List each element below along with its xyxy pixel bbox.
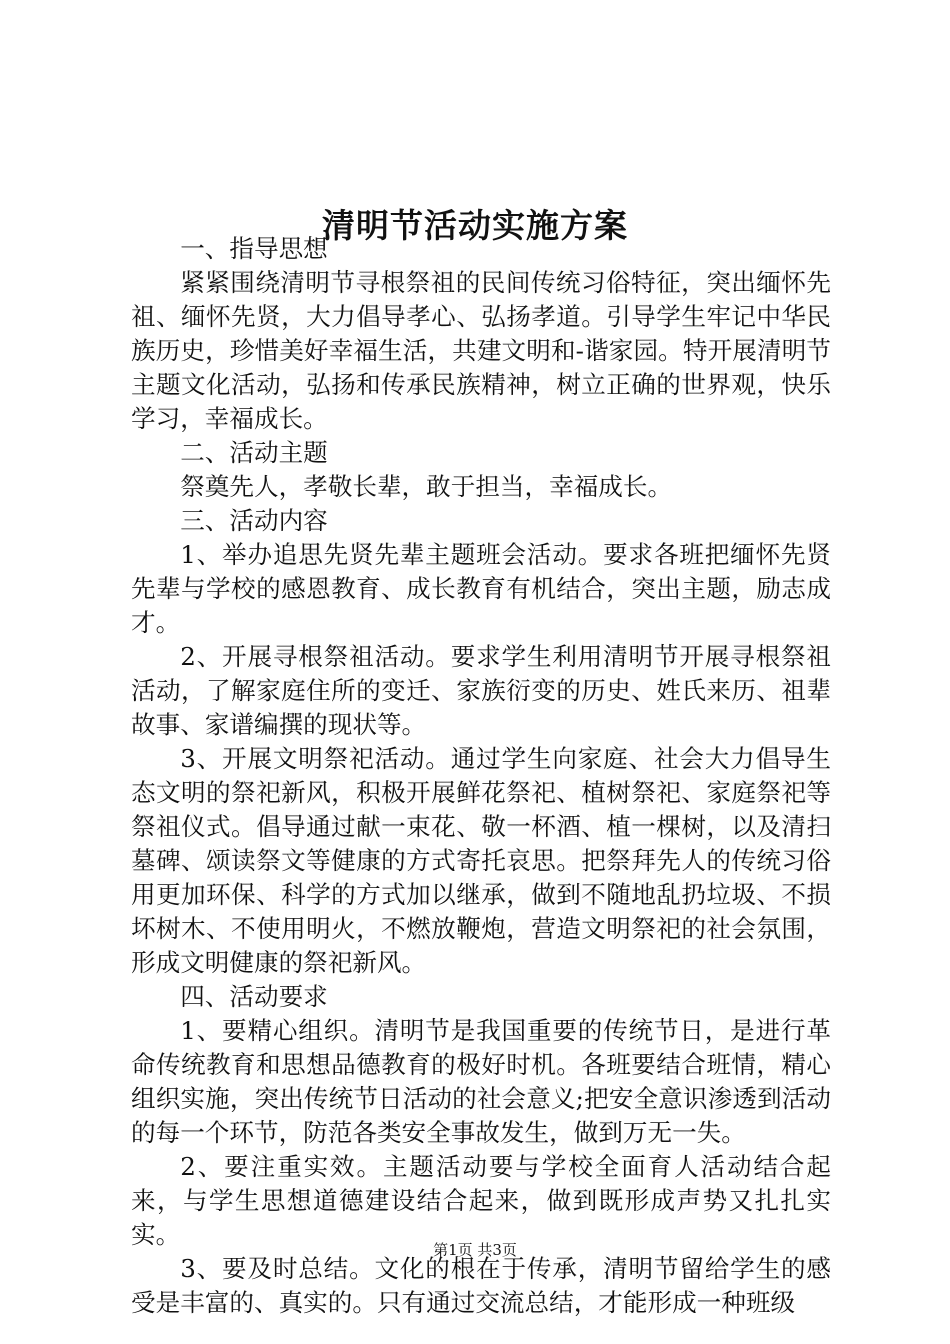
heading-activity-content: 三、活动内容 bbox=[180, 506, 328, 535]
paragraph-content-item-3: 3、开展文明祭祀活动。通过学生向家庭、社会大力倡导生态文明的祭祀新风，积极开展鲜花祭祀、植树祭祀、家庭祭祀等祭祖仪式。倡导通过献一束花、敬一杯酒、植一棵树，以及清扫墓碑、颂读祭文等健康的方式寄托哀思。把祭拜先人的传统习俗用更加环保、科学的方式加以继承，做到不随地乱扔垃圾、不损坏树木、不使用明火，不燃放鞭炮，营造文明祭祀的社会氛围，形成文明健康的祭祀新风。 bbox=[131, 744, 831, 977]
paragraph-guiding-ideology: 紧紧围绕清明节寻根祭祖的民间传统习俗特征，突出缅怀先祖、缅怀先贤，大力倡导孝心、弘扬孝道。引导学生牢记中华民族历史，珍惜美好幸福生活，共建文明和-谐家园。特开展清明节主题文化活动，弘扬和传承民族精神，树立正确的世界观，快乐学习，幸福成长。 bbox=[131, 268, 831, 433]
heading-activity-theme: 二、活动主题 bbox=[180, 438, 328, 467]
paragraph-content-item-2: 2、开展寻根祭祖活动。要求学生利用清明节开展寻根祭祖活动，了解家庭住所的变迁、家族衍变的历史、姓氏来历、祖辈故事、家谱编撰的现状等。 bbox=[131, 642, 831, 739]
paragraph-requirement-1: 1、要精心组织。清明节是我国重要的传统节日，是进行革命传统教育和思想品德教育的极好时机。各班要结合班情，精心组织实施，突出传统节日活动的社会意义;把安全意识渗透到活动的每一个环节，防范各类安全事故发生，做到万无一失。 bbox=[131, 1016, 831, 1147]
paragraph-requirement-3: 3、要及时总结。文化的根在于传承，清明节留给学生的感受是丰富的、真实的。只有通过交流总结，才能形成一种班级 bbox=[131, 1254, 831, 1317]
document-title: 清明节活动实施方案 bbox=[322, 206, 628, 246]
paragraph-content-item-1: 1、举办追思先贤先辈主题班会活动。要求各班把缅怀先贤先辈与学校的感恩教育、成长教育有机结合，突出主题，励志成才。 bbox=[131, 540, 831, 637]
page-number-footer: 第1页 共3页 bbox=[433, 1241, 517, 1259]
paragraph-requirement-2: 2、要注重实效。主题活动要与学校全面育人活动结合起来，与学生思想道德建设结合起来，做到既形成声势又扎扎实实。 bbox=[131, 1152, 831, 1249]
document-body bbox=[131, 232, 831, 1320]
heading-guiding-ideology: 一、指导思想 bbox=[180, 234, 328, 263]
paragraph-activity-theme: 祭奠先人，孝敬长辈，敢于担当，幸福成长。 bbox=[180, 472, 673, 501]
heading-activity-requirements: 四、活动要求 bbox=[180, 982, 328, 1011]
